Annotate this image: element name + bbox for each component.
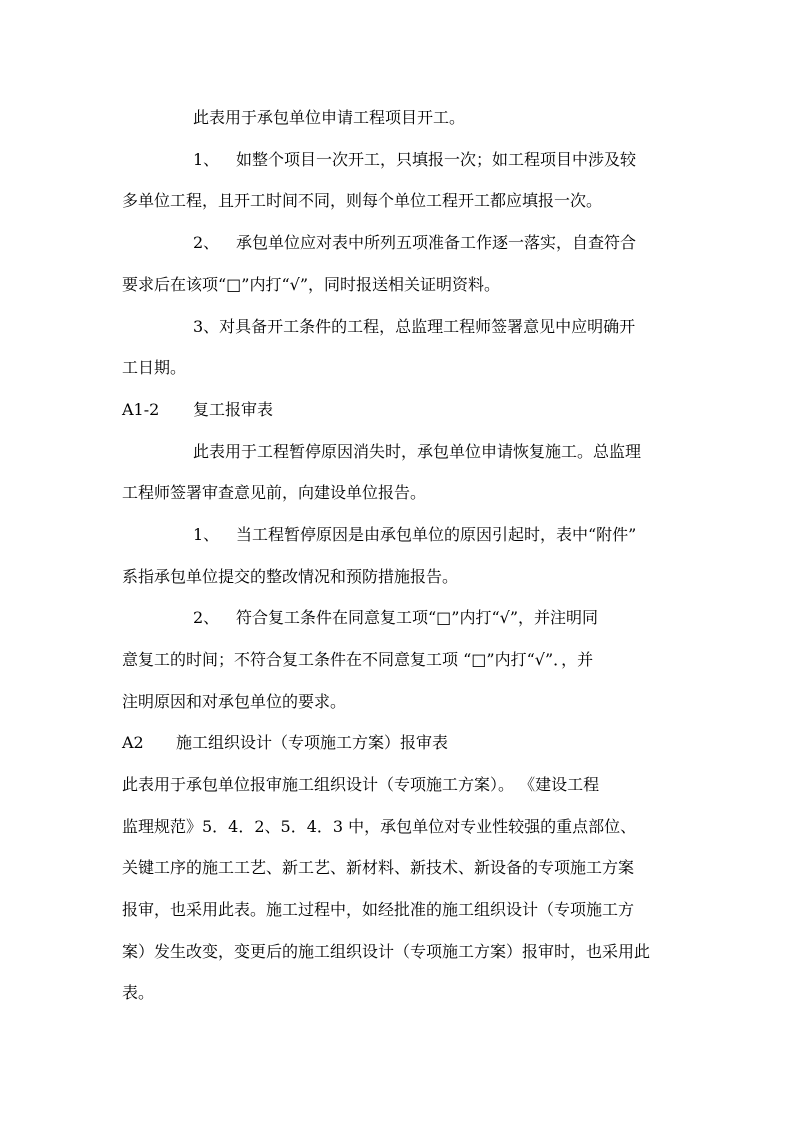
text-line bbox=[0, 104, 794, 132]
list-item-line bbox=[0, 521, 794, 549]
text-line bbox=[0, 479, 794, 507]
paragraph-text: 如整个项目一次开工，只填报一次；如工程项目中涉及较 bbox=[236, 150, 637, 169]
text-line bbox=[0, 438, 794, 466]
text-line bbox=[0, 771, 794, 799]
section-title: 复工报审表 bbox=[193, 400, 274, 419]
paragraph-text: 要求后在该项“□”内打“√”，同时报送相关证明资料。 bbox=[122, 275, 501, 294]
text-line bbox=[0, 938, 794, 966]
paragraph-text: 符合复工条件在同意复工项“□”内打“√”，并注明同 bbox=[236, 608, 599, 627]
text-line bbox=[0, 896, 794, 924]
list-item-line bbox=[0, 146, 794, 174]
paragraph-text: 注明原因和对承包单位的要求。 bbox=[122, 692, 347, 711]
text-line bbox=[0, 688, 794, 716]
paragraph-text: 监理规范》5．4．2、5．4．3 中，承包单位对专业性较强的重点部位、 bbox=[122, 817, 637, 836]
paragraph-text: 表。 bbox=[122, 983, 155, 1002]
paragraph-text: 报审，也采用此表。施工过程中，如经批准的施工组织设计（专项施工方 bbox=[122, 900, 635, 919]
paragraph-text: 关键工序的施工工艺、新工艺、新材料、新技术、新设备的专项施工方案 bbox=[122, 858, 635, 877]
paragraph-text: 此表用于工程暂停原因消失时，承包单位申请恢复施工。总监理 bbox=[193, 442, 642, 461]
paragraph-text: 多单位工程，且开工时间不同，则每个单位工程开工都应填报一次。 bbox=[122, 191, 603, 210]
paragraph-text: 此表用于承包单位申请工程项目开工。 bbox=[193, 108, 466, 127]
text-line bbox=[0, 354, 794, 382]
list-marker: 1、 bbox=[193, 150, 220, 169]
text-line bbox=[0, 563, 794, 591]
text-line bbox=[0, 979, 794, 1007]
list-item-line bbox=[0, 229, 794, 257]
paragraph-text: 系指承包单位提交的整改情况和预防措施报告。 bbox=[122, 567, 459, 586]
section-code: A1-2 bbox=[122, 400, 160, 419]
text-line bbox=[0, 187, 794, 215]
list-marker: 2、 bbox=[193, 233, 220, 252]
text-line bbox=[0, 854, 794, 882]
paragraph-text: 3、对具备开工条件的工程，总监理工程师签署意见中应明确开 bbox=[193, 317, 636, 336]
section-title: 施工组织设计（专项施工方案）报审表 bbox=[176, 733, 449, 752]
list-marker: 2、 bbox=[193, 608, 220, 627]
paragraph-text: 此表用于承包单位报审施工组织设计（专项施工方案）。 《建设工程 bbox=[122, 775, 600, 794]
paragraph-text: 工日期。 bbox=[122, 358, 187, 377]
list-item-line bbox=[0, 604, 794, 632]
text-line bbox=[0, 813, 794, 841]
section-code: A2 bbox=[122, 733, 144, 752]
paragraph-text: 承包单位应对表中所列五项准备工作逐一落实，自查符合 bbox=[236, 233, 637, 252]
paragraph-text: 工程师签署审查意见前，向建设单位报告。 bbox=[122, 483, 427, 502]
paragraph-text: 案）发生改变，变更后的施工组织设计（专项施工方案）报审时，也采用此 bbox=[122, 942, 651, 961]
text-line bbox=[0, 313, 794, 341]
section-heading bbox=[0, 729, 794, 757]
list-marker: 1、 bbox=[193, 525, 220, 544]
section-heading bbox=[0, 396, 794, 424]
text-line bbox=[0, 271, 794, 299]
text-line bbox=[0, 646, 794, 674]
paragraph-text: 当工程暂停原因是由承包单位的原因引起时，表中“附件” bbox=[236, 525, 637, 544]
paragraph-text: 意复工的时间；不符合复工条件在不同意复工项 “□”内打“√”．，并 bbox=[122, 650, 594, 669]
